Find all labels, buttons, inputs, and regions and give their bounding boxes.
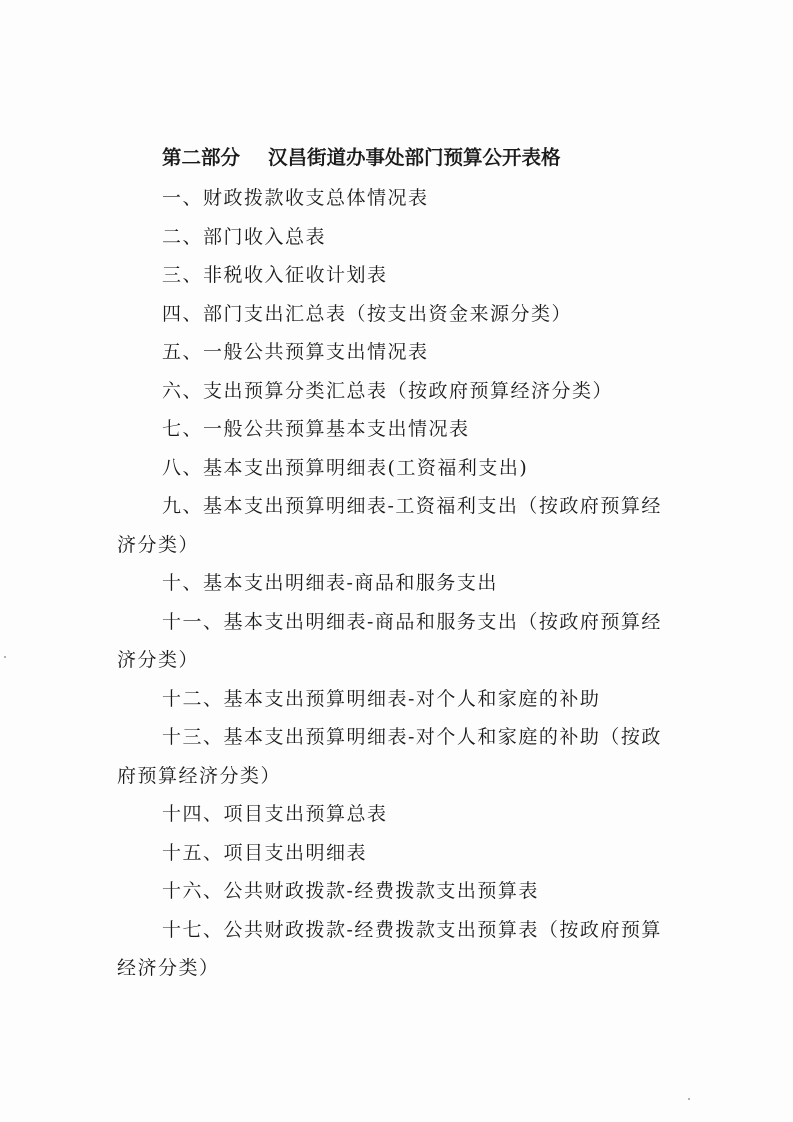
- section-heading: [162, 137, 677, 179]
- list-item: 九、基本支出预算明细表-工资福利支出（按政府预算经济分类）: [117, 495, 662, 556]
- list-item: 一、财政拨款收支总体情况表: [162, 187, 429, 209]
- scan-speck: [688, 1098, 690, 1100]
- list-item: 十六、公共财政拨款-经费拨款支出预算表: [162, 880, 539, 902]
- list-item: 十二、基本支出预算明细表-对个人和家庭的补助: [162, 687, 601, 710]
- list-item: 二、部门收入总表: [162, 225, 327, 248]
- heading-part-label: 第二部分: [162, 146, 241, 169]
- list-item: 五、一般公共预算支出情况表: [162, 341, 429, 363]
- list-item: 三、非税收入征收计划表: [162, 264, 388, 286]
- scan-speck: [4, 656, 6, 658]
- document-body: [117, 137, 677, 988]
- list-item: 十、基本支出明细表-商品和服务支出: [162, 572, 498, 594]
- list-item: 十五、项目支出明细表: [162, 841, 368, 864]
- list-item: 四、部门支出汇总表（按支出资金来源分类）: [162, 302, 573, 325]
- list-item: 十三、基本支出预算明细表-对个人和家庭的补助（按政府预算经济分类）: [117, 726, 662, 787]
- list-item: 六、支出预算分类汇总表（按政府预算经济分类）: [162, 379, 614, 402]
- list-item: 十四、项目支出预算总表: [162, 803, 388, 825]
- list-item: 十一、基本支出明细表-商品和服务支出（按政府预算经济分类）: [117, 610, 662, 671]
- list-item: 七、一般公共预算基本支出情况表: [162, 418, 470, 440]
- heading-title: 汉昌街道办事处部门预算公开表格: [268, 146, 561, 169]
- table-list: [117, 179, 677, 988]
- list-item: 八、基本支出预算明细表(工资福利支出): [162, 456, 529, 479]
- list-item: 十七、公共财政拨款-经费拨款支出预算表（按政府预算经济分类）: [117, 918, 662, 979]
